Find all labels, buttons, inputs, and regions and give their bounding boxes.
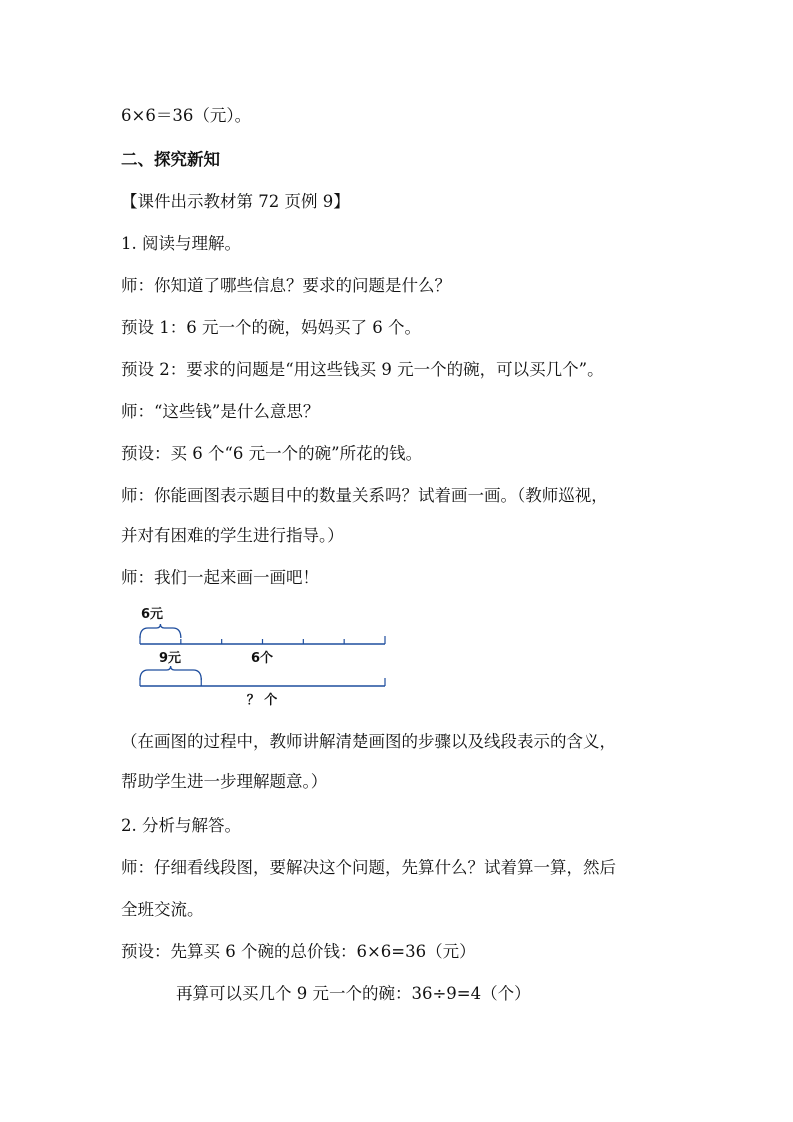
text-line-courseware: 【课件出示教材第 72 页例 9】 <box>121 192 350 211</box>
top-brace <box>140 624 181 638</box>
text-line-teacher-analysis: 师：仔细看线段图，要解决这个问题，先算什么？试着算一算，然后 <box>121 858 616 877</box>
text-line-teacher-draw-cont: 并对有困难的学生进行指导。） <box>121 526 344 545</box>
text-line-draw-together: 师：我们一起来画一画吧！ <box>121 568 319 587</box>
top-brace-label: 6元 <box>140 607 164 622</box>
text-line-preset-then: 再算可以买几个 9 元一个的碗：36÷9=4（个） <box>176 984 531 1003</box>
text-line-teacher-question: 师：你知道了哪些信息？要求的问题是什么？ <box>121 276 451 295</box>
text-line-drawing-note-cont: 帮助学生进一步理解题意。） <box>121 772 328 791</box>
text-line-preset-1: 预设 1：6 元一个的碗，妈妈买了 6 个。 <box>121 318 421 337</box>
text-line-preset-money: 预设：买 6 个“6 元一个的碗”所花的钱。 <box>121 444 423 463</box>
bottom-brace <box>140 666 201 680</box>
bottom-count-label: ？ 个 <box>246 693 278 708</box>
text-line-preset-first: 预设：先算买 6 个碗的总价钱：6×6=36（元） <box>121 942 476 961</box>
text-line-drawing-note: （在画图的过程中，教师讲解清楚画图的步骤以及线段表示的含义， <box>121 732 616 751</box>
text-line-teacher-draw: 师：你能画图表示题目中的数量关系吗？试着画一画。（教师巡视， <box>121 486 608 505</box>
top-count-label: 6个 <box>250 651 274 666</box>
bottom-brace-label: 9元 <box>158 651 182 666</box>
text-line-step-1: 1. 阅读与理解。 <box>121 234 241 253</box>
text-line-step-2: 2. 分析与解答。 <box>121 816 241 835</box>
section-heading: 二、探究新知 <box>121 150 220 169</box>
text-line-teacher-meaning: 师：“这些钱”是什么意思？ <box>121 402 320 421</box>
line-segment-diagram <box>130 600 400 712</box>
text-line-calculation: 6×6＝36（元）。 <box>121 106 252 125</box>
text-line-teacher-analysis-cont: 全班交流。 <box>121 900 204 919</box>
text-line-preset-2: 预设 2：要求的问题是“用这些钱买 9 元一个的碗，可以买几个”。 <box>121 360 604 379</box>
